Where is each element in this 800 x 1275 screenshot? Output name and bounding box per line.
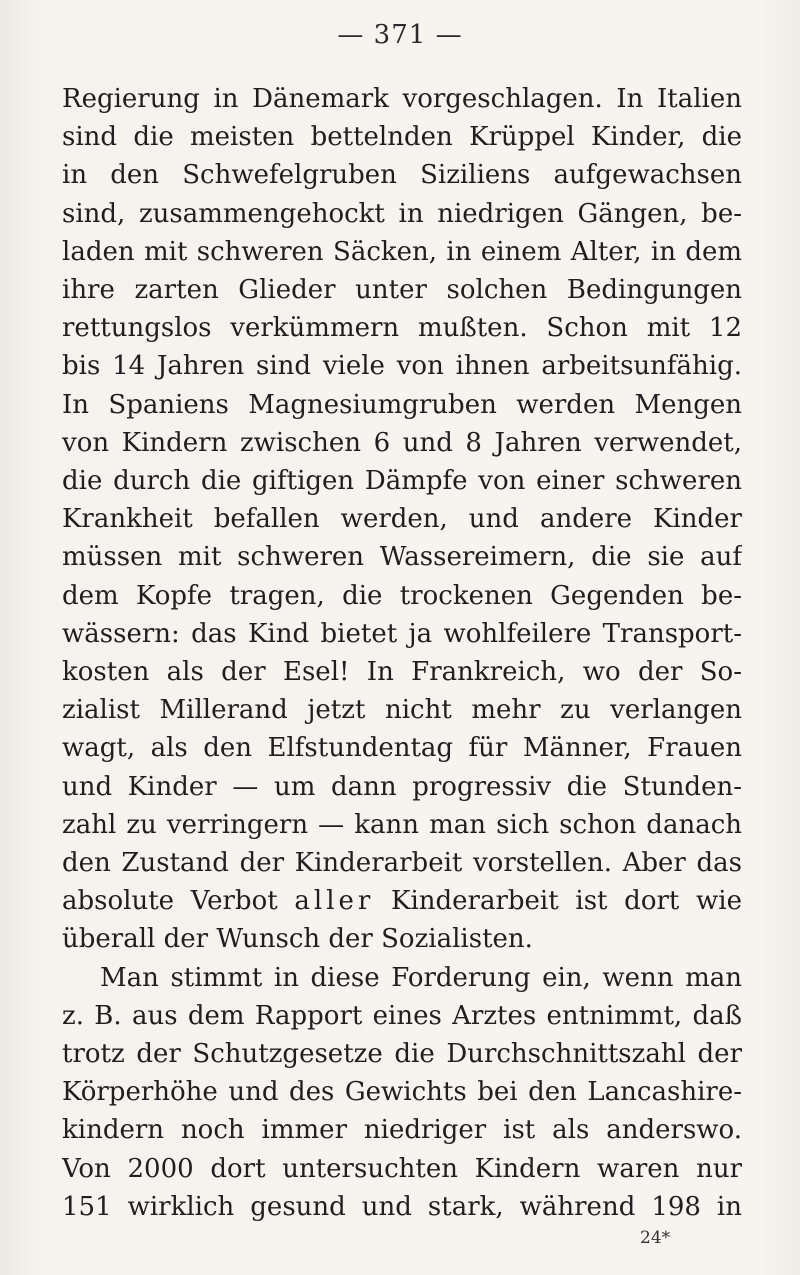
text-line: kindern noch immer niedriger ist als anderswo.: [62, 1115, 742, 1146]
body-text: [62, 80, 742, 1226]
line-suffix: Kinderarbeit ist dort wie: [374, 886, 742, 917]
line-prefix: absolute Verbot: [62, 886, 295, 917]
text-line: wässern: das Kind bietet ja wohlfeilere Transport-: [62, 618, 742, 649]
text-line: laden mit schweren Säcken, in einem Alter, in dem: [62, 236, 742, 267]
text-line: rettungslos verkümmern mußten. Schon mit 12: [62, 313, 742, 344]
page-number: — 371 —: [337, 20, 463, 50]
text-line: dem Kopfe tragen, die trockenen Gegenden be-: [62, 580, 742, 611]
text-line: von Kindern zwischen 6 und 8 Jahren verwendet,: [62, 427, 742, 458]
text-line: zialist Millerand jetzt nicht mehr zu verlangen: [62, 695, 742, 726]
spaced-emphasis-word: aller: [294, 886, 375, 917]
text-line-spaced-emphasis: [62, 882, 742, 920]
paragraph-2: [62, 959, 742, 1226]
printer-signature: 24*: [640, 1228, 671, 1248]
text-line: Man stimmt in diese Forderung ein, wenn man: [100, 962, 742, 993]
text-line: In Spaniens Magnesiumgruben werden Mengen: [62, 389, 742, 420]
text-line: die durch die giftigen Dämpfe von einer schweren: [62, 466, 742, 497]
text-line: in den Schwefelgruben Siziliens aufgewachsen: [62, 160, 742, 191]
text-line: zahl zu verringern — kann man sich schon danach: [62, 809, 742, 840]
text-line: den Zustand der Kinderarbeit vorstellen. Aber das: [62, 848, 742, 879]
text-line: kosten als der Esel! In Frankreich, wo der So-: [62, 657, 742, 688]
text-line: überall der Wunsch der Sozialisten.: [62, 924, 533, 955]
text-line: bis 14 Jahren sind viele von ihnen arbeitsunfähig.: [62, 351, 742, 382]
text-line: Von 2000 dort untersuchten Kindern waren nur: [62, 1153, 742, 1184]
text-line: trotz der Schutzgesetze die Durchschnittszahl der: [62, 1039, 742, 1070]
text-line: sind die meisten bettelnden Krüppel Kinder, die: [62, 122, 742, 153]
text-line: sind, zusammengehockt in niedrigen Gängen, be-: [62, 198, 742, 229]
text-line: 151 wirklich gesund und stark, während 198 in: [62, 1191, 742, 1222]
text-line: müssen mit schweren Wassereimern, die sie auf: [62, 542, 742, 573]
text-line: Regierung in Dänemark vorgeschlagen. In Italien: [62, 84, 742, 114]
text-line: Krankheit befallen werden, und andere Kinder: [62, 504, 742, 535]
text-line: wagt, als den Elfstundentag für Männer, Frauen: [62, 733, 742, 764]
text-line: z. B. aus dem Rapport eines Arztes entnimmt, daß: [62, 1000, 742, 1031]
text-line: Körperhöhe und des Gewichts bei den Lancashire-: [62, 1077, 742, 1108]
paragraph-1: [62, 80, 742, 959]
text-line: ihre zarten Glieder unter solchen Bedingungen: [62, 275, 742, 306]
text-line: und Kinder — um dann progressiv die Stunden-: [62, 771, 742, 802]
